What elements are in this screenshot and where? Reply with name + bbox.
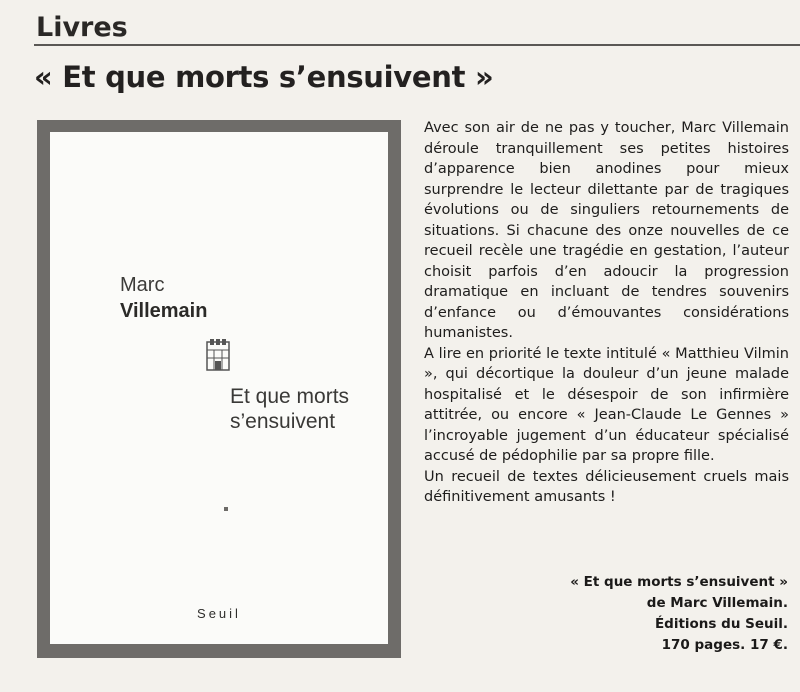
article-paragraph: Un recueil de textes délicieusement cruels mais définitivement amusants ! xyxy=(424,468,789,505)
credits-publisher: Éditions du Seuil. xyxy=(654,616,788,632)
article-paragraph: A lire en priorité le texte intitulé « Matthieu Vilmin », qui décortique la douleur d’un jeune malade hospitalisé et le désespoir de son infirmière attitrée, ou encore « Jean-Claude Le Gennes » l’incroyable jugement d’un éducateur spécialisé accusé de pédophilie par sa propre fille. xyxy=(424,345,789,464)
cover-author-last-name: Villemain xyxy=(120,300,208,322)
cover-title-line-1: Et que morts xyxy=(230,385,350,408)
book-cover xyxy=(37,120,401,658)
cover-publisher: Seuil xyxy=(197,606,241,621)
article-paragraph: Avec son air de ne pas y toucher, Marc Villemain déroule tranquillement ses petites histoires d’apparence bien anodines pour mieux surprendre le lecteur dilettante par de tragiques évolutions ou de singuliers retournements de situations. Si chacune des onze nouvelles de ce recueil recèle une tragédie en gestation, l’auteur choisit parfois d’en adoucir la progression dramatique en incluant de tendres souvenirs d’enfance ou d’émouvantes considérations humanistes. xyxy=(424,120,789,341)
cover-title xyxy=(230,384,349,434)
seuil-emblem-icon xyxy=(204,338,232,374)
credits-title: « Et que morts s’ensuivent » xyxy=(570,574,788,590)
cover-title-line-2: s’ensuivent xyxy=(230,410,336,433)
credits-author: de Marc Villemain. xyxy=(646,595,788,611)
credits-details: 170 pages. 17 €. xyxy=(661,637,788,653)
cover-dot xyxy=(224,507,228,511)
book-cover-page xyxy=(50,132,388,644)
section-title: Livres xyxy=(36,12,128,43)
book-credits xyxy=(570,572,788,656)
section-divider xyxy=(34,44,800,46)
article-body xyxy=(424,118,789,508)
cover-author-first-name: Marc xyxy=(120,274,165,296)
article-headline: « Et que morts s’ensuivent » xyxy=(34,60,494,94)
